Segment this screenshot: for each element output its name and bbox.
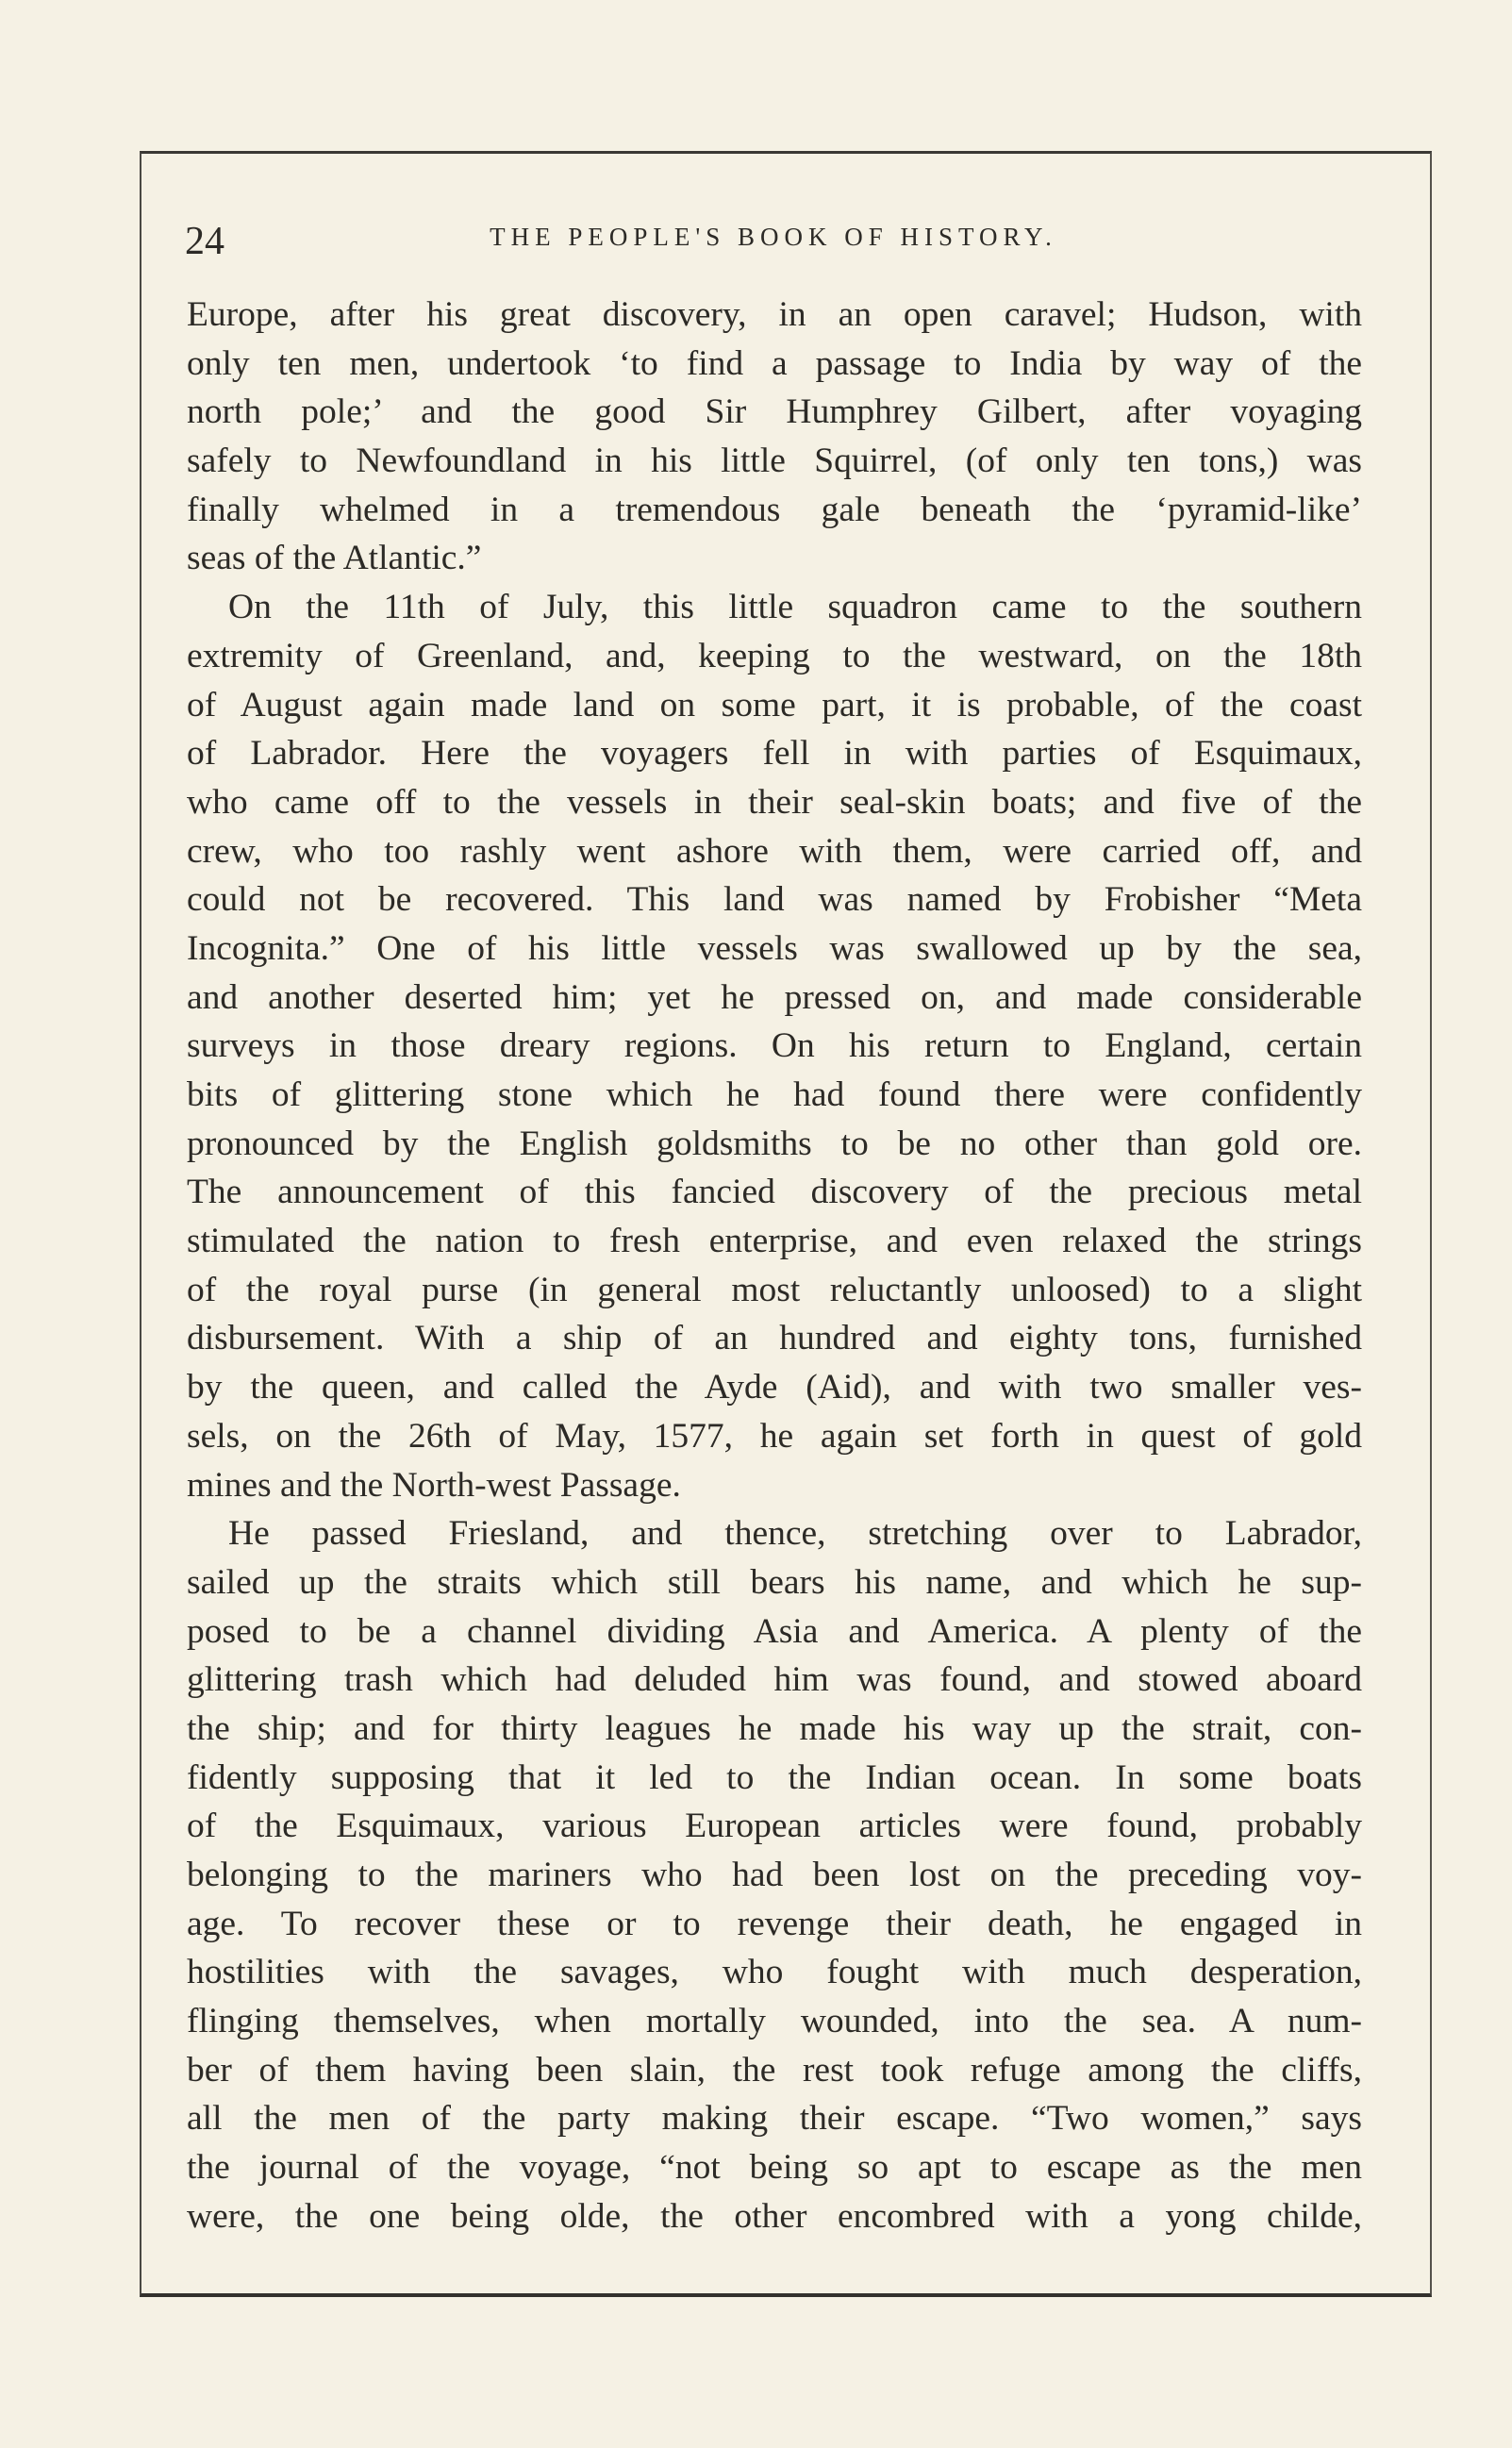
text-line: sailed up the straits which still bears his name, and which he sup- — [187, 1562, 1362, 1602]
text-line: of Labrador. Here the voyagers fell in with parties of Esquimaux, — [187, 734, 1362, 774]
text-line: belonging to the mariners who had been lost on the preceding voy- — [187, 1856, 1362, 1894]
text-line: He passed Friesland, and thence, stretching over to Labrador, — [228, 1514, 1362, 1554]
text-line: only ten men, undertook ‘to find a passage to India by way of the — [187, 343, 1362, 383]
text-line: could not be recovered. This land was named by Frobisher “Meta — [187, 880, 1362, 920]
text-line: mines and the North-west Passage. — [187, 1465, 681, 1505]
text-line: of August again made land on some part, it is probable, of the coast — [187, 685, 1362, 724]
text-line: stimulated the nation to fresh enterprise, and even relaxed the strings — [187, 1222, 1362, 1261]
text-line: seas of the Atlantic.” — [187, 539, 482, 578]
page-number: 24 — [185, 220, 224, 263]
text-line: posed to be a channel dividing Asia and America. A plenty of the — [187, 1611, 1362, 1651]
text-line: who came off to the vessels in their seal-skin boats; and five of the — [187, 782, 1362, 822]
text-line: surveys in those dreary regions. On his return to England, certain — [187, 1026, 1362, 1066]
text-line: sels, on the 26th of May, 1577, he again set forth in quest of gold — [187, 1416, 1362, 1456]
text-line: disbursement. With a ship of an hundred and eighty tons, furnished — [187, 1319, 1362, 1358]
text-line: hostilities with the savages, who fought with much desperation, — [187, 1953, 1362, 1992]
text-line: Europe, after his great discovery, in an open caravel; Hudson, with — [187, 295, 1362, 334]
text-line: the journal of the voyage, “not being so apt to escape as the men — [187, 2148, 1362, 2188]
text-line: extremity of Greenland, and, keeping to the westward, on the 18th — [187, 636, 1362, 675]
text-line: bits of glittering stone which he had found there were confidently — [187, 1075, 1362, 1114]
text-line: crew, who too rashly went ashore with them, were carried off, and — [187, 831, 1362, 871]
text-line: by the queen, and called the Ayde (Aid), and with two smaller ves- — [187, 1368, 1362, 1407]
text-line: finally whelmed in a tremendous gale beneath the ‘pyramid-like’ — [187, 490, 1362, 529]
text-line: all the men of the party making their escape. “Two women,” says — [187, 2099, 1362, 2139]
text-line: Incognita.” One of his little vessels was swallowed up by the sea, — [187, 928, 1362, 968]
text-line: of the Esquimaux, various European articles were found, probably — [187, 1807, 1362, 1846]
text-line: fidently supposing that it led to the Indian ocean. In some boats — [187, 1757, 1362, 1797]
text-line: north pole;’ and the good Sir Humphrey Gilbert, after voyaging — [187, 392, 1362, 432]
text-line: age. To recover these or to revenge their death, he engaged in — [187, 1904, 1362, 1943]
text-line: pronounced by the English goldsmiths to be no other than gold ore. — [187, 1124, 1362, 1163]
text-line: glittering trash which had deluded him was found, and stowed aboard — [187, 1660, 1362, 1700]
text-line: ber of them having been slain, the rest took refuge among the cliffs, — [187, 2050, 1362, 2090]
text-line: On the 11th of July, this little squadron came to the southern — [228, 588, 1362, 627]
text-line: and another deserted him; yet he pressed on, and made considerable — [187, 977, 1362, 1017]
text-line: of the royal purse (in general most reluctantly unloosed) to a slight — [187, 1270, 1362, 1309]
body-text — [187, 291, 1362, 2241]
running-title: THE PEOPLE'S BOOK OF HISTORY. — [490, 223, 1057, 251]
text-line: flinging themselves, when mortally wounded, into the sea. A num- — [187, 2002, 1362, 2041]
text-line: were, the one being olde, the other encombred with a yong childe, — [187, 2196, 1362, 2236]
text-line: safely to Newfoundland in his little Squirrel, (of only ten tons,) was — [187, 441, 1362, 481]
text-line: The announcement of this fancied discovery of the precious metal — [187, 1173, 1362, 1212]
text-line: the ship; and for thirty leagues he made his way up the strait, con- — [187, 1708, 1362, 1748]
